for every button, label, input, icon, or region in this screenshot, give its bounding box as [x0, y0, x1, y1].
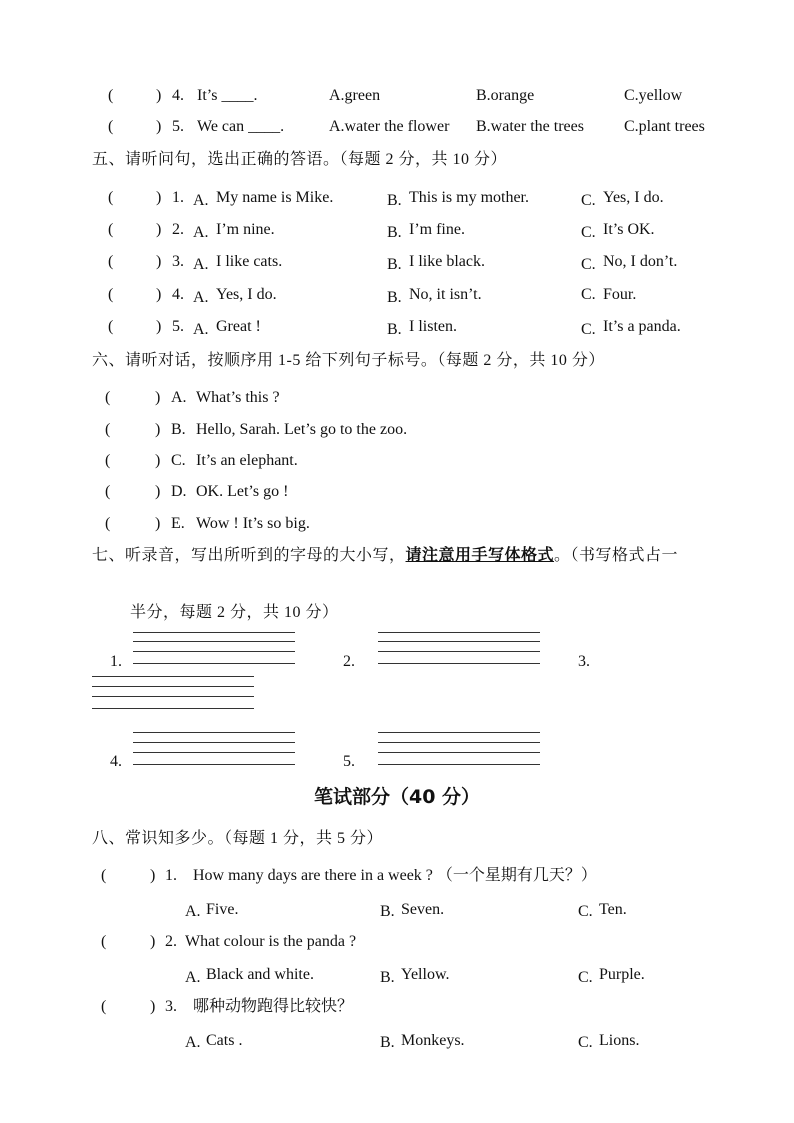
answer-paren-close: )	[156, 118, 162, 135]
option-a: Great !	[216, 318, 261, 335]
answer-paren-open: (	[108, 318, 114, 335]
section-7-heading-line2: 半分，每题 2 分，共 10 分）	[130, 604, 339, 621]
option-a: Cats .	[206, 1032, 243, 1049]
option-c: Lions.	[599, 1032, 640, 1049]
option-a-letter: A.	[193, 224, 209, 241]
question-number: 1.	[165, 867, 177, 884]
option-c-letter: C.	[581, 256, 596, 273]
question-stem: 哪种动物跑得比较快？	[193, 998, 354, 1015]
option-c: Ten.	[599, 901, 627, 918]
item-letter: A.	[171, 389, 187, 406]
writing-label-1: 1.	[110, 653, 122, 670]
item-text: OK. Let’s go !	[196, 483, 289, 500]
question-number: 3.	[172, 253, 184, 270]
section-7-heading-text-end: 。（书写格式占一	[554, 547, 679, 564]
answer-paren-close: )	[155, 515, 161, 532]
option-a: Five.	[206, 901, 239, 918]
question-number: 1.	[172, 189, 184, 206]
option-c: C.yellow	[624, 87, 683, 104]
option-c: No, I don’t.	[603, 253, 678, 270]
question-number: 2.	[165, 933, 177, 950]
option-c: C.plant trees	[624, 118, 705, 135]
option-b: B.water the trees	[476, 118, 584, 135]
option-a-letter: A.	[185, 1034, 201, 1051]
section-7-heading-text: 七、听录音，写出所听到的字母的大小写，	[92, 547, 406, 564]
option-c-letter: C.	[581, 224, 596, 241]
answer-paren-open: (	[105, 389, 111, 406]
answer-paren-close: )	[156, 87, 162, 104]
answer-paren-open: (	[101, 998, 107, 1015]
writing-label-4: 4.	[110, 753, 122, 770]
answer-paren-close: )	[156, 253, 162, 270]
option-c: It’s OK.	[603, 221, 655, 238]
section-7-emphasis: 请注意用手写体格式	[405, 547, 555, 564]
answer-paren-open: (	[108, 221, 114, 238]
question-stem: How many days are there in a week ? （一个星期有几天？）	[193, 867, 597, 884]
answer-paren-close: )	[150, 998, 156, 1015]
answer-paren-open: (	[101, 867, 107, 884]
option-a-letter: A.	[193, 321, 209, 338]
answer-paren-close: )	[156, 286, 162, 303]
question-number: 5.	[172, 118, 184, 135]
item-text: Wow ! It’s so big.	[196, 515, 310, 532]
written-part-title: 笔试部分（40 分）	[313, 786, 481, 808]
writing-label-3: 3.	[578, 653, 590, 670]
option-a: A.water the flower	[329, 118, 450, 135]
option-a-letter: A.	[193, 289, 209, 306]
option-a: My name is Mike.	[216, 189, 334, 206]
option-b-letter: B.	[387, 192, 402, 209]
option-b: B.orange	[476, 87, 535, 104]
answer-paren-close: )	[155, 483, 161, 500]
item-text: Hello, Sarah. Let’s go to the zoo.	[196, 421, 408, 438]
option-b-letter: B.	[380, 903, 395, 920]
option-a: A.green	[329, 87, 381, 104]
option-b: Yellow.	[401, 966, 450, 983]
option-b-letter: B.	[387, 289, 402, 306]
section-7-heading	[92, 546, 678, 566]
item-text: What’s this ?	[196, 389, 280, 406]
option-a-letter: A.	[185, 969, 201, 986]
answer-paren-close: )	[150, 867, 156, 884]
option-b: Monkeys.	[401, 1032, 465, 1049]
option-c-letter: C.	[581, 192, 596, 209]
item-text: It’s an elephant.	[196, 452, 298, 469]
answer-paren-close: )	[156, 221, 162, 238]
option-a: I like cats.	[216, 253, 283, 270]
answer-paren-open: (	[108, 118, 114, 135]
answer-paren-open: (	[108, 189, 114, 206]
option-b-letter: B.	[380, 969, 395, 986]
section-8-heading: 八、常识知多少。（每题 1 分，共 5 分）	[92, 830, 384, 847]
option-c-letter: C.	[581, 286, 596, 303]
option-b: No, it isn’t.	[409, 286, 482, 303]
item-letter: D.	[171, 483, 187, 500]
answer-paren-close: )	[150, 933, 156, 950]
writing-label-2: 2.	[343, 653, 355, 670]
answer-paren-open: (	[101, 933, 107, 950]
option-a-letter: A.	[193, 192, 209, 209]
option-b-letter: B.	[387, 256, 402, 273]
writing-label-5: 5.	[343, 753, 355, 770]
question-number: 2.	[172, 221, 184, 238]
question-number: 3.	[165, 998, 177, 1015]
option-b: Seven.	[401, 901, 445, 918]
answer-paren-open: (	[108, 87, 114, 104]
option-c: It’s a panda.	[603, 318, 681, 335]
option-c-letter: C.	[578, 903, 593, 920]
option-c-letter: C.	[578, 969, 593, 986]
item-letter: C.	[171, 452, 186, 469]
option-c-letter: C.	[581, 321, 596, 338]
question-number: 5.	[172, 318, 184, 335]
section-5-heading: 五、请听问句，选出正确的答语。（每题 2 分，共 10 分）	[92, 151, 508, 168]
answer-paren-open: (	[105, 483, 111, 500]
option-b: I like black.	[409, 253, 485, 270]
section-6-heading: 六、请听对话，按顺序用 1-5 给下列句子标号。（每题 2 分，共 10 分）	[92, 352, 605, 369]
option-a: Yes, I do.	[216, 286, 277, 303]
answer-paren-close: )	[156, 318, 162, 335]
answer-paren-open: (	[105, 515, 111, 532]
option-b-letter: B.	[387, 224, 402, 241]
option-b: I’m fine.	[409, 221, 465, 238]
option-a-letter: A.	[185, 903, 201, 920]
answer-paren-open: (	[108, 286, 114, 303]
question-stem: We can ____.	[197, 118, 285, 135]
question-stem: It’s ____.	[197, 87, 258, 104]
item-letter: B.	[171, 421, 186, 438]
answer-paren-close: )	[155, 389, 161, 406]
option-c: Purple.	[599, 966, 645, 983]
answer-paren-open: (	[108, 253, 114, 270]
question-number: 4.	[172, 87, 184, 104]
answer-paren-close: )	[155, 452, 161, 469]
option-c-letter: C.	[578, 1034, 593, 1051]
option-a-letter: A.	[193, 256, 209, 273]
option-c: Yes, I do.	[603, 189, 664, 206]
answer-paren-close: )	[155, 421, 161, 438]
option-b: This is my mother.	[409, 189, 529, 206]
option-b: I listen.	[409, 318, 457, 335]
question-stem: What colour is the panda ?	[185, 933, 357, 950]
answer-paren-close: )	[156, 189, 162, 206]
answer-paren-open: (	[105, 421, 111, 438]
answer-paren-open: (	[105, 452, 111, 469]
option-c: Four.	[603, 286, 637, 303]
option-b-letter: B.	[380, 1034, 395, 1051]
option-a: I’m nine.	[216, 221, 275, 238]
item-letter: E.	[171, 515, 185, 532]
option-a: Black and white.	[206, 966, 314, 983]
option-b-letter: B.	[387, 321, 402, 338]
question-number: 4.	[172, 286, 184, 303]
